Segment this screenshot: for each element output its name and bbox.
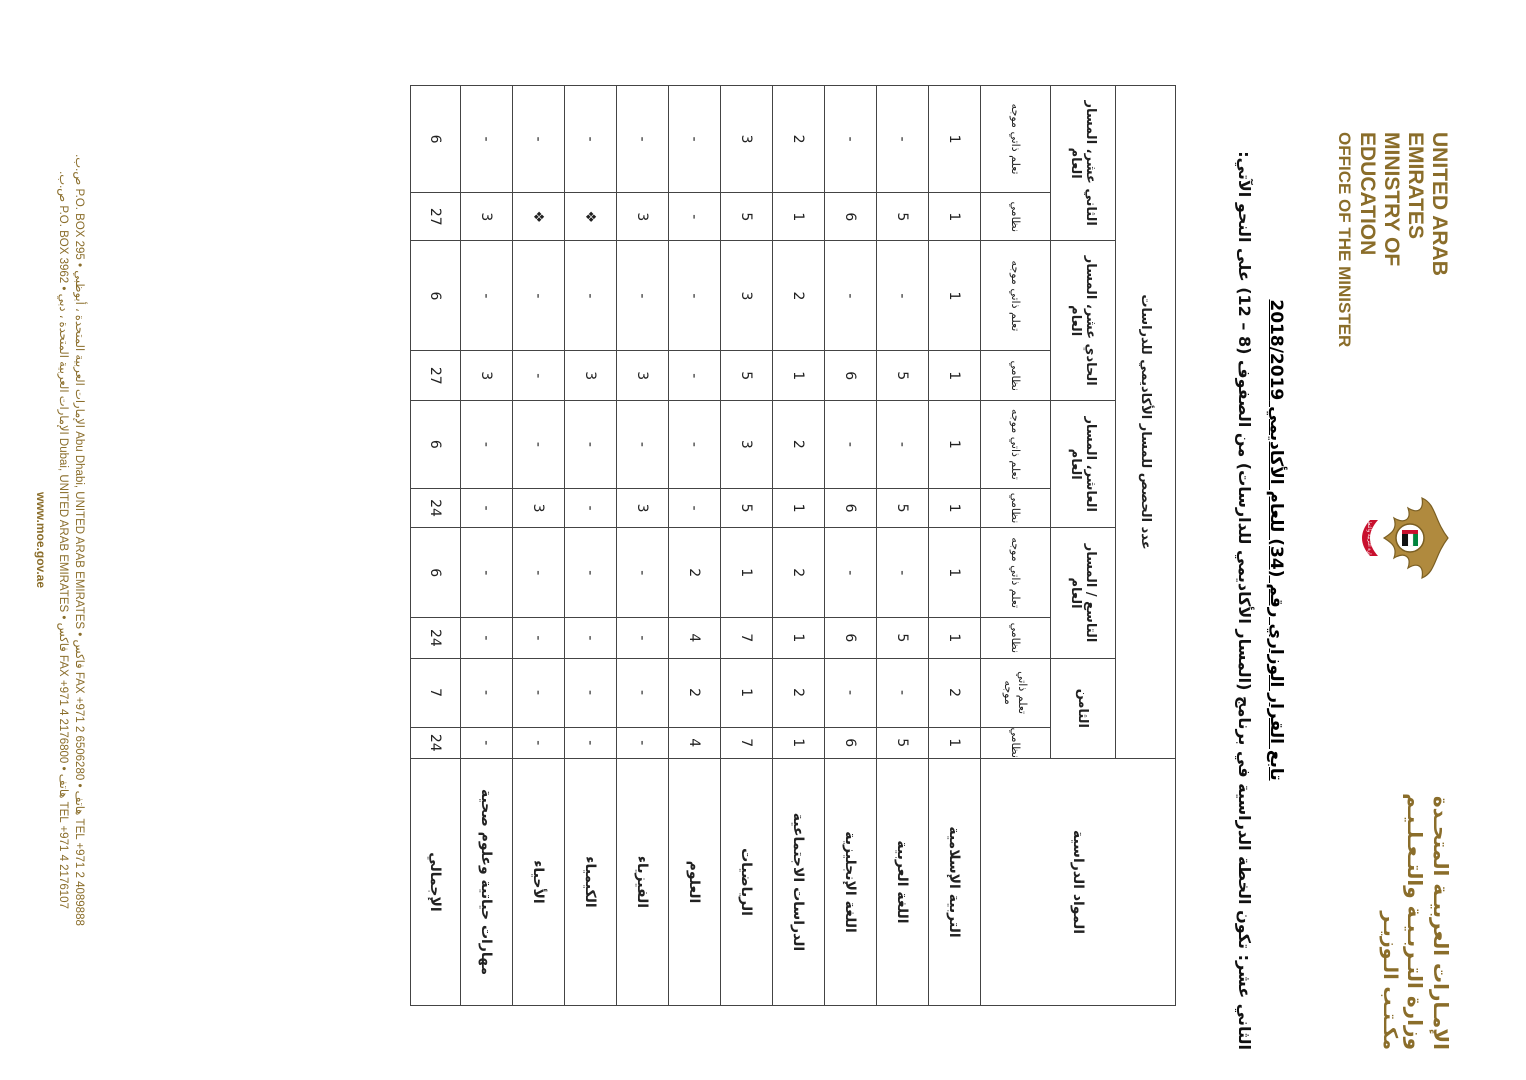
value-cell: 3 [617, 351, 669, 401]
subject-cell: مهارات حياتية وعلوم صحية [461, 759, 513, 1006]
value-cell: 6 [825, 351, 877, 401]
sub-header-regular: نظامي [981, 727, 1051, 759]
value-cell: - [461, 488, 513, 528]
value-cell: 3 [617, 488, 669, 528]
value-cell: - [617, 658, 669, 727]
value-cell: 1 [773, 618, 825, 659]
value-cell: - [513, 401, 565, 489]
value-cell: 3 [721, 401, 773, 489]
subject-column-header: المواد الدراسية [981, 759, 1176, 1006]
sub-header-self-learning: تعلم ذاتي موجه [981, 528, 1051, 618]
value-cell: 4 [669, 727, 721, 759]
sub-header-self-learning: تعلم ذاتي موجه [981, 86, 1051, 193]
subject-cell: الإجمالي [411, 759, 461, 1006]
table-row [565, 86, 617, 1006]
value-cell: 3 [565, 351, 617, 401]
subject-cell: الرياضيات [721, 759, 773, 1006]
value-cell: 27 [411, 351, 461, 401]
value-cell: 1 [773, 727, 825, 759]
table-row [877, 86, 929, 1006]
sub-header-regular: نظامي [981, 618, 1051, 659]
subject-cell: اللغة الإنجليزية [825, 759, 877, 1006]
value-cell: 5 [721, 488, 773, 528]
table-row [929, 86, 981, 1006]
value-cell: - [513, 618, 565, 659]
value-cell: 2 [773, 86, 825, 193]
value-cell: - [565, 727, 617, 759]
value-cell: 1 [773, 488, 825, 528]
value-cell: - [513, 351, 565, 401]
grade-header: الثاني عشر، المسار العام [1051, 86, 1116, 241]
letterhead-ministry-en: MINISTRY OF EDUCATION [1355, 132, 1403, 267]
value-cell: 2 [669, 528, 721, 618]
value-cell: 5 [877, 351, 929, 401]
value-cell: - [669, 488, 721, 528]
value-cell: 7 [411, 658, 461, 727]
value-cell: 1 [929, 401, 981, 489]
grade-header: العاشر، المسار العام [1051, 401, 1116, 528]
value-cell: - [461, 618, 513, 659]
value-cell: - [669, 241, 721, 351]
subject-cell: العلوم [669, 759, 721, 1006]
sub-header-regular: نظامي [981, 193, 1051, 241]
value-cell: - [825, 86, 877, 193]
value-cell: - [877, 401, 929, 489]
value-cell: 1 [773, 193, 825, 241]
value-cell: 1 [773, 351, 825, 401]
table-row [461, 86, 513, 1006]
value-cell: - [565, 488, 617, 528]
value-cell: 6 [825, 618, 877, 659]
grade-header: الحادي عشر، المسار العام [1051, 241, 1116, 401]
value-cell: - [513, 727, 565, 759]
value-cell: 6 [825, 488, 877, 528]
value-cell: 3 [617, 193, 669, 241]
value-cell: 6 [411, 401, 461, 489]
subject-cell: اللغة العربية [877, 759, 929, 1006]
value-cell: 3 [461, 193, 513, 241]
grade-header: الثامن [1051, 658, 1116, 758]
value-cell: - [565, 618, 617, 659]
value-cell: - [565, 86, 617, 193]
value-cell: - [669, 351, 721, 401]
value-cell: 2 [773, 528, 825, 618]
emblem-ribbon-text: وزارة التربية والتعليم [1366, 516, 1372, 560]
study-plan-table [410, 85, 1176, 1006]
value-cell: 7 [721, 727, 773, 759]
arabic-letterhead [1377, 670, 1454, 1050]
letterhead-footer [33, 20, 86, 1060]
value-cell: - [877, 528, 929, 618]
value-cell: 2 [773, 658, 825, 727]
sub-header-regular: نظامي [981, 351, 1051, 401]
value-cell: - [825, 528, 877, 618]
subject-cell: التربية الإسلامية [929, 759, 981, 1006]
table-row [617, 86, 669, 1006]
subject-cell: الفيزياء [617, 759, 669, 1006]
value-cell: - [669, 86, 721, 193]
value-cell: 1 [929, 193, 981, 241]
value-cell: 24 [411, 618, 461, 659]
value-cell: 3 [513, 488, 565, 528]
value-cell: - [617, 618, 669, 659]
value-cell: - [461, 727, 513, 759]
value-cell: ❖ [513, 193, 565, 241]
letterhead-ministry-ar: وزارة التـربـيـة والتـعـلـيـم [1403, 793, 1427, 1050]
value-cell: - [825, 658, 877, 727]
value-cell: - [565, 241, 617, 351]
value-cell: 1 [721, 528, 773, 618]
table-row [411, 86, 461, 1006]
subject-cell: الدراسات الاجتماعية [773, 759, 825, 1006]
value-cell: ❖ [565, 193, 617, 241]
value-cell: - [461, 658, 513, 727]
value-cell: 1 [929, 86, 981, 193]
value-cell: 4 [669, 618, 721, 659]
value-cell: - [565, 401, 617, 489]
value-cell: 1 [721, 658, 773, 727]
value-cell: 1 [929, 351, 981, 401]
subject-cell: الكيمياء [565, 759, 617, 1006]
value-cell: 6 [411, 528, 461, 618]
value-cell: - [461, 528, 513, 618]
value-cell: - [877, 241, 929, 351]
value-cell: - [617, 241, 669, 351]
value-cell: 24 [411, 488, 461, 528]
value-cell: 6 [825, 193, 877, 241]
value-cell: - [513, 86, 565, 193]
value-cell: 2 [773, 241, 825, 351]
value-cell: 6 [411, 86, 461, 193]
grade-header: التاسع / المسار العام [1051, 528, 1116, 658]
value-cell: 3 [721, 86, 773, 193]
value-cell: - [461, 86, 513, 193]
sub-header-self-learning: تعلم ذاتي موجه [981, 401, 1051, 489]
value-cell: 5 [721, 193, 773, 241]
value-cell: 24 [411, 727, 461, 759]
value-cell: 27 [411, 193, 461, 241]
value-cell: - [825, 401, 877, 489]
footer-abudhabi-contact: TEL +971 2 4089888 هاتف • FAX +971 2 6506280 فاكس • Abu Dhabi, UNITED ARAB EMIRATES الإمارات العربية المتحدة ، أبوظبي • P.O. BOX 295 ص.ب. [73, 154, 85, 926]
value-cell: 6 [411, 241, 461, 351]
value-cell: 2 [773, 401, 825, 489]
document-title: تابع القرار الوزاري رقم (34) للعام الأكاديمي 2018/2019 [1266, 299, 1286, 781]
letterhead-country-en: UNITED ARAB EMIRATES [1403, 132, 1451, 276]
periods-header: عدد الحصص للمسار الأكاديمي للدراسات [1116, 86, 1176, 759]
english-letterhead [1335, 132, 1451, 372]
value-cell: - [513, 528, 565, 618]
letterhead-office-en: OFFICE OF THE MINISTER [1335, 132, 1355, 348]
value-cell: - [513, 658, 565, 727]
value-cell: - [825, 241, 877, 351]
value-cell: 1 [929, 241, 981, 351]
value-cell: 2 [669, 658, 721, 727]
value-cell: - [565, 528, 617, 618]
value-cell: - [877, 658, 929, 727]
value-cell: 1 [929, 727, 981, 759]
value-cell: 3 [461, 351, 513, 401]
value-cell: - [617, 401, 669, 489]
value-cell: 1 [929, 618, 981, 659]
value-cell: - [669, 193, 721, 241]
value-cell: 3 [721, 241, 773, 351]
value-cell: 5 [877, 727, 929, 759]
footer-dubai-contact: TEL +971 4 2176107 هاتف • FAX +971 4 2176800 فاكس • Dubai, UNITED ARAB EMIRATES الإمارات العربية المتحدة ، دبي • P.O. BOX 3962 ص.ب. [57, 171, 70, 909]
footer-website: www.moe.gov.ae [33, 491, 48, 589]
value-cell: 1 [929, 488, 981, 528]
value-cell: 1 [929, 528, 981, 618]
table-row [773, 86, 825, 1006]
sub-header-regular: نظامي [981, 488, 1051, 528]
table-row [669, 86, 721, 1006]
subject-cell: الأحياء [513, 759, 565, 1006]
value-cell: - [461, 241, 513, 351]
value-cell: - [669, 401, 721, 489]
value-cell: - [617, 86, 669, 193]
value-cell: 5 [877, 488, 929, 528]
table-row [825, 86, 877, 1006]
value-cell: - [877, 86, 929, 193]
uae-emblem-logo [1354, 490, 1454, 586]
value-cell: - [565, 658, 617, 727]
value-cell: - [461, 401, 513, 489]
value-cell: 5 [877, 618, 929, 659]
value-cell: 6 [825, 727, 877, 759]
table-row [513, 86, 565, 1006]
value-cell: 5 [877, 193, 929, 241]
value-cell: 7 [721, 618, 773, 659]
value-cell: - [513, 241, 565, 351]
letterhead-office-ar: مكـتـب الـوزيـر [1379, 911, 1401, 1050]
value-cell: 5 [721, 351, 773, 401]
letterhead-country-ar: الإمـارات العربيـة المتحـدة [1429, 795, 1453, 1050]
value-cell: 2 [929, 658, 981, 727]
value-cell: - [617, 727, 669, 759]
value-cell: - [617, 528, 669, 618]
intro-paragraph: الثاني عشر: تكون الخطة الدراسية في برنامج (المسار الأكاديمي للدارسات) من الصفوف (8 – 12) على النحو الآتي: [1235, 151, 1254, 1050]
sub-header-self-learning: تعلم ذاتي موجه [981, 658, 1051, 727]
table-row [721, 86, 773, 1006]
sub-header-self-learning: تعلم ذاتي موجه [981, 241, 1051, 351]
table-body [411, 86, 981, 1006]
